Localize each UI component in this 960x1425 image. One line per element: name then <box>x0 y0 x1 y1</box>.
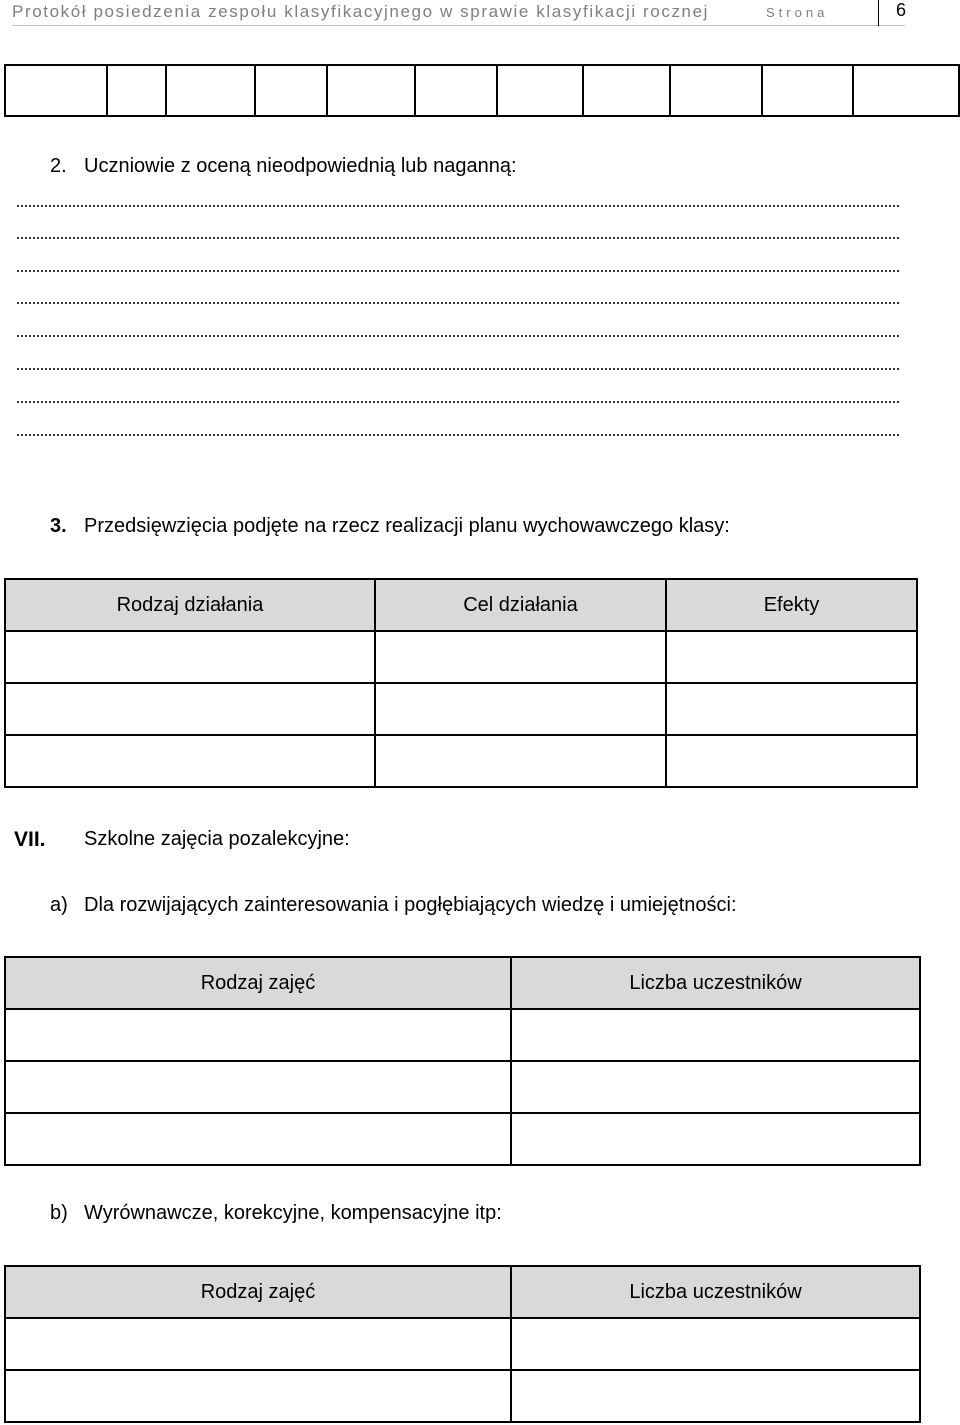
table-cell[interactable] <box>5 1113 511 1165</box>
table-row <box>5 1113 920 1165</box>
table-cell[interactable] <box>5 1370 511 1422</box>
subsection-a-heading: Dla rozwijających zainteresowania i pogłębiających wiedzę i umiejętności: <box>84 894 737 916</box>
table-cell[interactable] <box>5 1061 511 1113</box>
table-cell[interactable] <box>5 735 375 787</box>
table-cell[interactable] <box>5 1318 511 1370</box>
table-row <box>5 1318 920 1370</box>
table-cell[interactable] <box>375 683 666 735</box>
table-cell[interactable] <box>166 65 255 116</box>
table-cell[interactable] <box>666 735 917 787</box>
section-7-number: VII. <box>14 828 46 851</box>
subsection-a-label: a) <box>50 894 68 916</box>
table-cell[interactable] <box>511 1370 920 1422</box>
page-label: Strona <box>766 5 829 20</box>
column-header-efekty: Efekty <box>666 579 917 631</box>
table-cell[interactable] <box>497 65 583 116</box>
table-row <box>5 735 917 787</box>
section-7-heading: Szkolne zajęcia pozalekcyjne: <box>84 828 350 850</box>
table-cell[interactable] <box>415 65 497 116</box>
section-3-heading: Przedsięwzięcia podjęte na rzecz realizacji planu wychowawczego klasy: <box>84 515 730 537</box>
section-2-number: 2. <box>50 155 67 177</box>
header-separator <box>878 0 879 26</box>
table-cell[interactable] <box>762 65 853 116</box>
dotted-line[interactable] <box>16 401 900 403</box>
table-row <box>5 683 917 735</box>
table-cell[interactable] <box>666 683 917 735</box>
section-2-heading: Uczniowie z oceną nieodpowiednią lub naganną: <box>84 155 517 177</box>
remedial-classes-table <box>4 1265 921 1423</box>
table-cell[interactable] <box>666 631 917 683</box>
table-cell[interactable] <box>327 65 415 116</box>
dotted-line[interactable] <box>16 237 900 239</box>
dotted-line[interactable] <box>16 205 900 207</box>
table-cell[interactable] <box>107 65 166 116</box>
table-header-row <box>5 579 917 631</box>
table-cell[interactable] <box>511 1009 920 1061</box>
subsection-b-label: b) <box>50 1202 68 1224</box>
top-grid-table <box>4 64 960 117</box>
table-cell[interactable] <box>511 1113 920 1165</box>
dotted-line[interactable] <box>16 302 900 304</box>
extracurricular-development-table <box>4 956 921 1166</box>
column-header-rodzaj-dzialania: Rodzaj działania <box>5 579 375 631</box>
subsection-b-heading: Wyrównawcze, korekcyjne, kompensacyjne itp: <box>84 1202 502 1224</box>
dotted-line[interactable] <box>16 270 900 272</box>
table-cell[interactable] <box>511 1318 920 1370</box>
dotted-line[interactable] <box>16 335 900 337</box>
table-cell[interactable] <box>583 65 670 116</box>
table-cell[interactable] <box>5 65 107 116</box>
table-cell[interactable] <box>5 631 375 683</box>
document-title: Protokół posiedzenia zespołu klasyfikacyjnego w sprawie klasyfikacji rocznej <box>12 2 710 21</box>
page-header <box>12 0 905 26</box>
column-header-liczba-uczestnikow: Liczba uczestników <box>511 1266 920 1318</box>
column-header-cel-dzialania: Cel działania <box>375 579 666 631</box>
table-cell[interactable] <box>5 1009 511 1061</box>
table-row <box>5 1061 920 1113</box>
table-cell[interactable] <box>670 65 762 116</box>
table-row <box>5 65 959 116</box>
dotted-line[interactable] <box>16 368 900 370</box>
table-row <box>5 1009 920 1061</box>
table-cell[interactable] <box>511 1061 920 1113</box>
column-header-rodzaj-zajec: Rodzaj zajęć <box>5 957 511 1009</box>
table-cell[interactable] <box>375 631 666 683</box>
column-header-rodzaj-zajec: Rodzaj zajęć <box>5 1266 511 1318</box>
table-cell[interactable] <box>375 735 666 787</box>
section-3-number: 3. <box>50 515 67 537</box>
table-row <box>5 1370 920 1422</box>
activities-table <box>4 578 918 788</box>
table-header-row <box>5 957 920 1009</box>
table-header-row <box>5 1266 920 1318</box>
column-header-liczba-uczestnikow: Liczba uczestników <box>511 957 920 1009</box>
dotted-line[interactable] <box>16 434 900 436</box>
table-cell[interactable] <box>255 65 327 116</box>
page-number: 6 <box>896 0 907 20</box>
table-row <box>5 631 917 683</box>
table-cell[interactable] <box>853 65 959 116</box>
table-cell[interactable] <box>5 683 375 735</box>
